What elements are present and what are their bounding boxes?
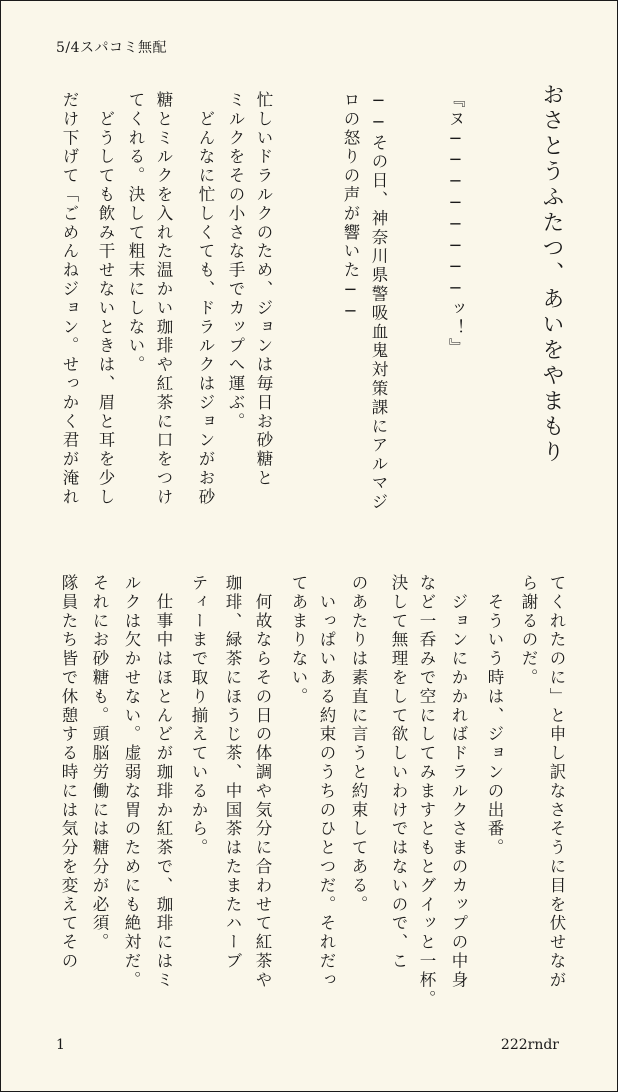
text-column: ら謝るのだ。 xyxy=(519,574,538,688)
text-column: 仕事中はほとんどが珈琲か紅茶で、珈琲にはミ xyxy=(154,574,173,990)
author-tag: 222rndr xyxy=(500,1037,559,1053)
text-column: てくれたのに」と申し訳なさそうに目を伏せなが xyxy=(547,574,566,990)
text-column: ティーまで取り揃えているから。 xyxy=(189,574,208,858)
text-column: どうしても飲み干せないときは、眉と耳を少し xyxy=(96,91,115,507)
text-column: 決して無理をして欲しいわけではないので、こ xyxy=(389,574,408,971)
text-column: ジョンにかかればドラルクさまのカップの中身 xyxy=(449,574,468,990)
text-column: ルクは欠かせない。虚弱な胃のためにも絶対だ。 xyxy=(122,574,141,990)
text-column: いっぱいある約束のうちのひとつだ。それだっ xyxy=(317,574,336,990)
text-column: ──その日、神奈川県警吸血鬼対策課にアルマジ xyxy=(369,91,388,512)
text-column: 忙しいドラルクのため、ジョンは毎日お砂糖と xyxy=(254,91,273,488)
text-column: 珈琲、緑茶にほうじ茶、中国茶はたまたハーブ xyxy=(223,574,242,971)
text-column: ロの怒りの声が響いた── xyxy=(341,91,360,323)
text-column: のあたりは素直に言うと約束してある。 xyxy=(349,574,368,915)
page-number: 1 xyxy=(56,1037,65,1053)
text-column: てくれる。決して粗末にしない。 xyxy=(126,91,145,375)
text-column: 糖とミルクを入れた温かい珈琲や紅茶に口をつけ xyxy=(154,91,173,507)
text-column: 『ヌ────────ッ！』 xyxy=(446,91,465,357)
text-column: どんなに忙しくても、ドラルクはジョンがお砂 xyxy=(196,91,215,507)
event-label: 5/4スパコミ無配 xyxy=(56,40,168,56)
text-column: それにお砂糖も。頭脳労働には糖分が必須。 xyxy=(90,574,109,952)
text-column: など一呑みで空にしてみますともとグイッと一杯。 xyxy=(417,574,436,1009)
text-column: 何故ならその日の体調や気分に合わせて紅茶や xyxy=(253,574,272,990)
story-title: おさとうふたつ、あいをやまもり xyxy=(539,83,564,466)
text-column: 隊員たち皆で休憩する時には気分を変えてその xyxy=(59,574,78,971)
text-column: だけ下げて「ごめんねジョン。せっかく君が淹れ xyxy=(60,91,79,507)
text-column: ミルクをその小さな手でカップへ運ぶ。 xyxy=(226,91,245,432)
text-column: そういう時は、ジョンの出番。 xyxy=(485,574,504,858)
text-column: てあまりない。 xyxy=(289,574,308,707)
